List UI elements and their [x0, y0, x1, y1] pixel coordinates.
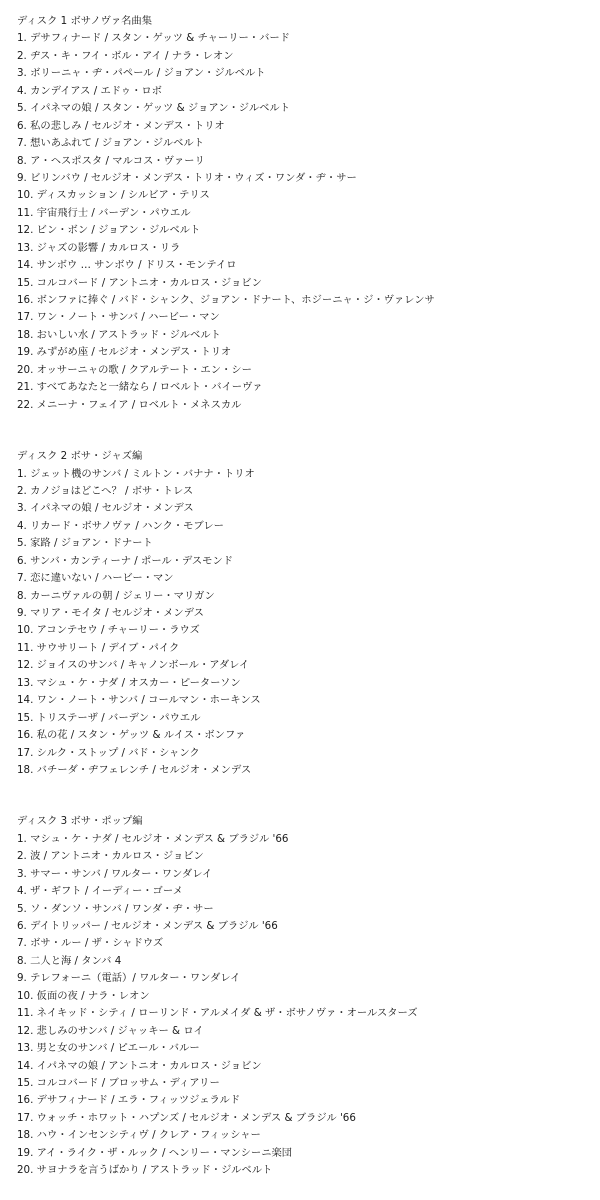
track-item: 5. イパネマの娘 / スタン・ゲッツ & ジョアン・ジルベルト	[17, 102, 291, 115]
track-item: 14. イパネマの娘 / アントニオ・カルロス・ジョビン	[17, 1059, 262, 1072]
track-list	[17, 30, 592, 414]
track-item: 3. サマー・サンバ / ワルター・ワンダレイ	[17, 867, 213, 880]
track-item: 14. サンボウ … サンボウ / ドリス・モンテイロ	[17, 259, 237, 272]
track-item: 19. アイ・ライク・ザ・ルック / ヘンリー・マンシーニ楽団	[17, 1146, 293, 1159]
track-item: 11. サウサリート / デイブ・パイク	[17, 641, 180, 654]
track-item: 8. ア・ヘスポスタ / マルコス・ヴァーリ	[17, 154, 205, 167]
track-item: 2. ヂス・キ・フイ・ボル・アイ / ナラ・レオン	[17, 49, 234, 62]
track-item: 9. ビリンバウ / セルジオ・メンデス・トリオ・ウィズ・ワンダ・ヂ・サー	[17, 171, 357, 184]
track-item: 9. テレフォーニ（電話）/ ワルター・ワンダレイ	[17, 972, 241, 985]
track-item: 19. みずがめ座 / セルジオ・メンデス・トリオ	[17, 346, 232, 359]
track-item: 10. ディスカッション / シルビア・テリス	[17, 189, 210, 202]
track-item: 4. カンデイアス / エドゥ・ロボ	[17, 84, 162, 97]
track-item: 7. ボサ・ルー / ザ・シャドウズ	[17, 937, 164, 950]
track-item: 10. 仮面の夜 / ナラ・レオン	[17, 989, 150, 1002]
track-item: 5. 家路 / ジョアン・ドナート	[17, 537, 153, 550]
track-item: 17. シルク・ストップ / バド・シャンク	[17, 746, 200, 759]
track-item: 1. デサフィナード / スタン・ゲッツ & チャーリー・バード	[17, 32, 290, 45]
track-item: 17. ウォッチ・ホワット・ハプンズ / セルジオ・メンデス & ブラジル '66	[17, 1111, 356, 1124]
track-item: 2. 波 / アントニオ・カルロス・ジョビン	[17, 850, 204, 863]
track-list	[17, 831, 592, 1180]
track-item: 13. ジャズの影響 / カルロス・リラ	[17, 241, 181, 254]
track-item: 3. イパネマの娘 / セルジオ・メンデス	[17, 502, 194, 515]
track-item: 4. リカード・ボサノヴァ / ハンク・モブレー	[17, 519, 224, 532]
track-item: 13. マシュ・ケ・ナダ / オスカー・ピーターソン	[17, 676, 241, 689]
track-item: 18. おいしい水 / アストラッド・ジルベルト	[17, 328, 221, 341]
track-item: 16. デサフィナード / エラ・フィッツジェラルド	[17, 1094, 241, 1107]
track-item: 13. 男と女のサンバ / ピエール・バルー	[17, 1042, 200, 1055]
track-item: 18. ハウ・インセンシティヴ / クレア・フィッシャー	[17, 1129, 261, 1142]
disc-title: ディスク 3 ボサ・ポップ編	[17, 815, 143, 828]
disc-title: ディスク 2 ボサ・ジャズ編	[17, 450, 143, 463]
track-item: 16. ボンファに捧ぐ / バド・シャンク、ジョアン・ドナート、ホジーニャ・ジ・ヴァレンサ	[17, 294, 435, 307]
tracklist-document	[17, 13, 592, 1180]
disc-2-section	[17, 448, 592, 779]
track-item: 12. ビン・ボン / ジョアン・ジルベルト	[17, 224, 201, 237]
track-item: 20. オッサーニャの歌 / クアルテート・エン・シー	[17, 363, 252, 376]
track-item: 7. 想いあふれて / ジョアン・ジルベルト	[17, 137, 204, 150]
track-item: 11. 宇宙飛行士 / バーデン・パウエル	[17, 206, 191, 219]
track-item: 10. アコンテセウ / チャーリー・ラウズ	[17, 624, 200, 637]
track-item: 15. コルコバード / アントニオ・カルロス・ジョビン	[17, 276, 262, 289]
track-item: 12. ジョイスのサンバ / キャノンボール・アダレイ	[17, 659, 250, 672]
disc-title: ディスク 1 ボサノヴァ名曲集	[17, 15, 153, 27]
track-item: 6. デイトリッパー / セルジオ・メンデス & ブラジル '66	[17, 920, 278, 933]
disc-1-section	[17, 13, 592, 414]
track-item: 1. マシュ・ケ・ナダ / セルジオ・メンデス & ブラジル '66	[17, 832, 289, 845]
track-item: 4. ザ・ギフト / イーディー・ゴーメ	[17, 885, 183, 898]
track-item: 9. マリア・モイタ / セルジオ・メンデス	[17, 607, 204, 620]
track-item: 1. ジェット機のサンバ / ミルトン・バナナ・トリオ	[17, 467, 255, 480]
track-item: 11. ネイキッド・シティ / ローリンド・アルメイダ & ザ・ボサノヴァ・オールスターズ	[17, 1007, 418, 1020]
track-item: 6. サンバ・カンティーナ / ポール・デスモンド	[17, 554, 234, 567]
track-item: 22. メニーナ・フェイア / ロベルト・メネスカル	[17, 398, 242, 411]
track-item: 16. 私の花 / スタン・ゲッツ & ルイス・ボンファ	[17, 729, 246, 742]
disc-3-section	[17, 813, 592, 1179]
track-item: 8. カーニヴァルの朝 / ジェリー・マリガン	[17, 589, 215, 602]
track-item: 12. 悲しみのサンバ / ジャッキー & ロイ	[17, 1024, 204, 1037]
track-item: 15. トリステーザ / バーデン・パウエル	[17, 711, 201, 724]
track-item: 20. サヨナラを言うばかり / アストラッド・ジルベルト	[17, 1164, 273, 1177]
track-item: 14. ワン・ノート・サンバ / コールマン・ホーキンス	[17, 694, 261, 707]
track-item: 8. 二人と海 / タンバ 4	[17, 954, 122, 967]
track-list	[17, 466, 592, 780]
track-item: 3. ボリーニャ・ヂ・パペール / ジョアン・ジルベルト	[17, 67, 266, 80]
track-item: 5. ソ・ダンソ・サンバ / ワンダ・ヂ・サー	[17, 902, 214, 915]
track-item: 21. すべてあなたと一緒なら / ロベルト・バイーヴァ	[17, 381, 263, 394]
track-item: 18. バチーダ・ヂフェレンチ / セルジオ・メンデス	[17, 763, 252, 776]
track-item: 15. コルコバード / ブロッサム・ディアリー	[17, 1076, 220, 1089]
track-item: 7. 恋に違いない / ハービー・マン	[17, 572, 174, 585]
track-item: 17. ワン・ノート・サンバ / ハービー・マン	[17, 311, 220, 324]
track-item: 2. カノジョはどこへ？ / ボサ・トレス	[17, 484, 194, 497]
track-item: 6. 私の悲しみ / セルジオ・メンデス・トリオ	[17, 119, 225, 132]
